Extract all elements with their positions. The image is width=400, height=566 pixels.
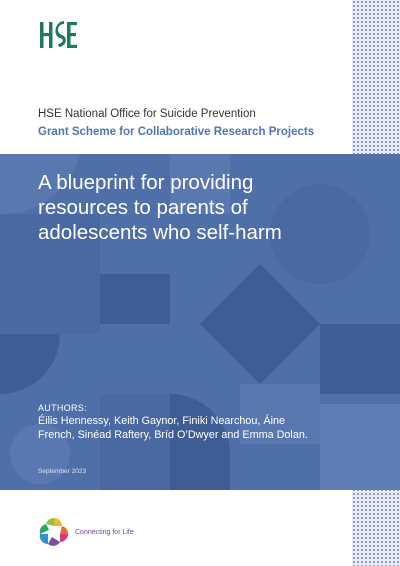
- authors-list: Éilis Hennessy, Keith Gaynor, Finiki Nearchou, Áine French, Sinéad Raftery, Bríd O’Dwyer and Emma Dolan.: [38, 415, 308, 441]
- connecting-for-life-label: Connecting for Life: [75, 528, 134, 536]
- connecting-for-life-logo: [37, 515, 134, 549]
- organization-name: HSE National Office for Suicide Prevention: [38, 108, 256, 120]
- program-name: Grant Scheme for Collaborative Research Projects: [38, 126, 315, 138]
- authors-label: AUTHORS:: [38, 403, 87, 413]
- publication-date: September 2023: [38, 468, 87, 475]
- connecting-for-life-logo-icon: [37, 515, 71, 549]
- report-title: A blueprint for providing resources to parents of adolescents who self-harm: [38, 171, 282, 244]
- hse-logo-icon: [38, 20, 78, 52]
